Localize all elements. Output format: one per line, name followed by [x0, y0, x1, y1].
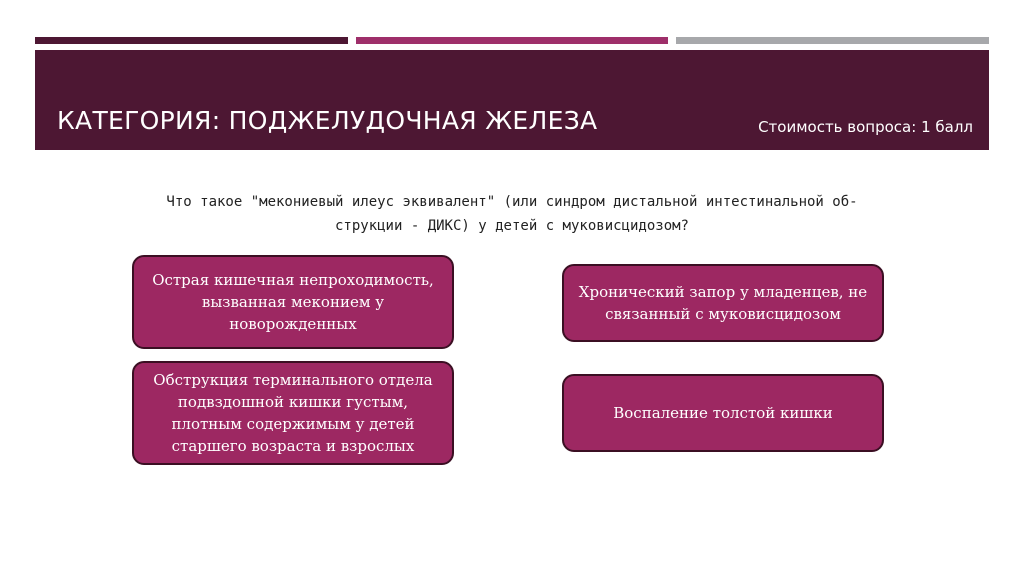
- answer-1-line-2: вызванная меконием у: [201, 293, 385, 311]
- answer-option-4-text: [613, 402, 833, 424]
- answer-option-2-text: [153, 369, 432, 457]
- answer-option-3[interactable]: [562, 264, 884, 342]
- top-stripe-dark: [35, 37, 348, 44]
- question-cost: Стоимость вопроса: 1 балл: [758, 118, 973, 136]
- answer-4-line-1: Воспаление толстой кишки: [613, 404, 833, 422]
- answer-option-1[interactable]: [132, 255, 454, 349]
- question-line-2: струкции - ДИКС) у детей с муковисцидозом?: [334, 218, 689, 234]
- answer-2-line-4: старшего возраста и взрослых: [171, 437, 415, 455]
- answer-2-line-3: плотным содержимым у детей: [171, 415, 415, 433]
- category-title: КАТЕГОРИЯ: ПОДЖЕЛУДОЧНАЯ ЖЕЛЕЗА: [57, 106, 598, 135]
- answer-option-1-text: [152, 269, 434, 335]
- answer-3-line-1: Хронический запор у младенцев, не: [578, 283, 868, 301]
- question-line-1: Что такое "мекониевый илеус эквивалент" (или синдром дистальной интестинальной об-: [166, 194, 858, 210]
- header-band: [35, 50, 989, 150]
- answer-2-line-1: Обструкция терминального отдела: [153, 371, 433, 389]
- answer-1-line-1: Острая кишечная непроходимость,: [152, 271, 434, 289]
- question-text: [60, 190, 964, 238]
- top-stripe-magenta: [356, 37, 668, 44]
- answer-2-line-2: подвздошной кишки густым,: [177, 393, 409, 411]
- answer-option-4[interactable]: [562, 374, 884, 452]
- answer-1-line-3: новорожденных: [229, 315, 357, 333]
- answer-option-2[interactable]: [132, 361, 454, 465]
- answer-option-3-text: [579, 281, 867, 325]
- answer-3-line-2: связанный с муковисцидозом: [605, 305, 841, 323]
- top-stripe-gray: [676, 37, 989, 44]
